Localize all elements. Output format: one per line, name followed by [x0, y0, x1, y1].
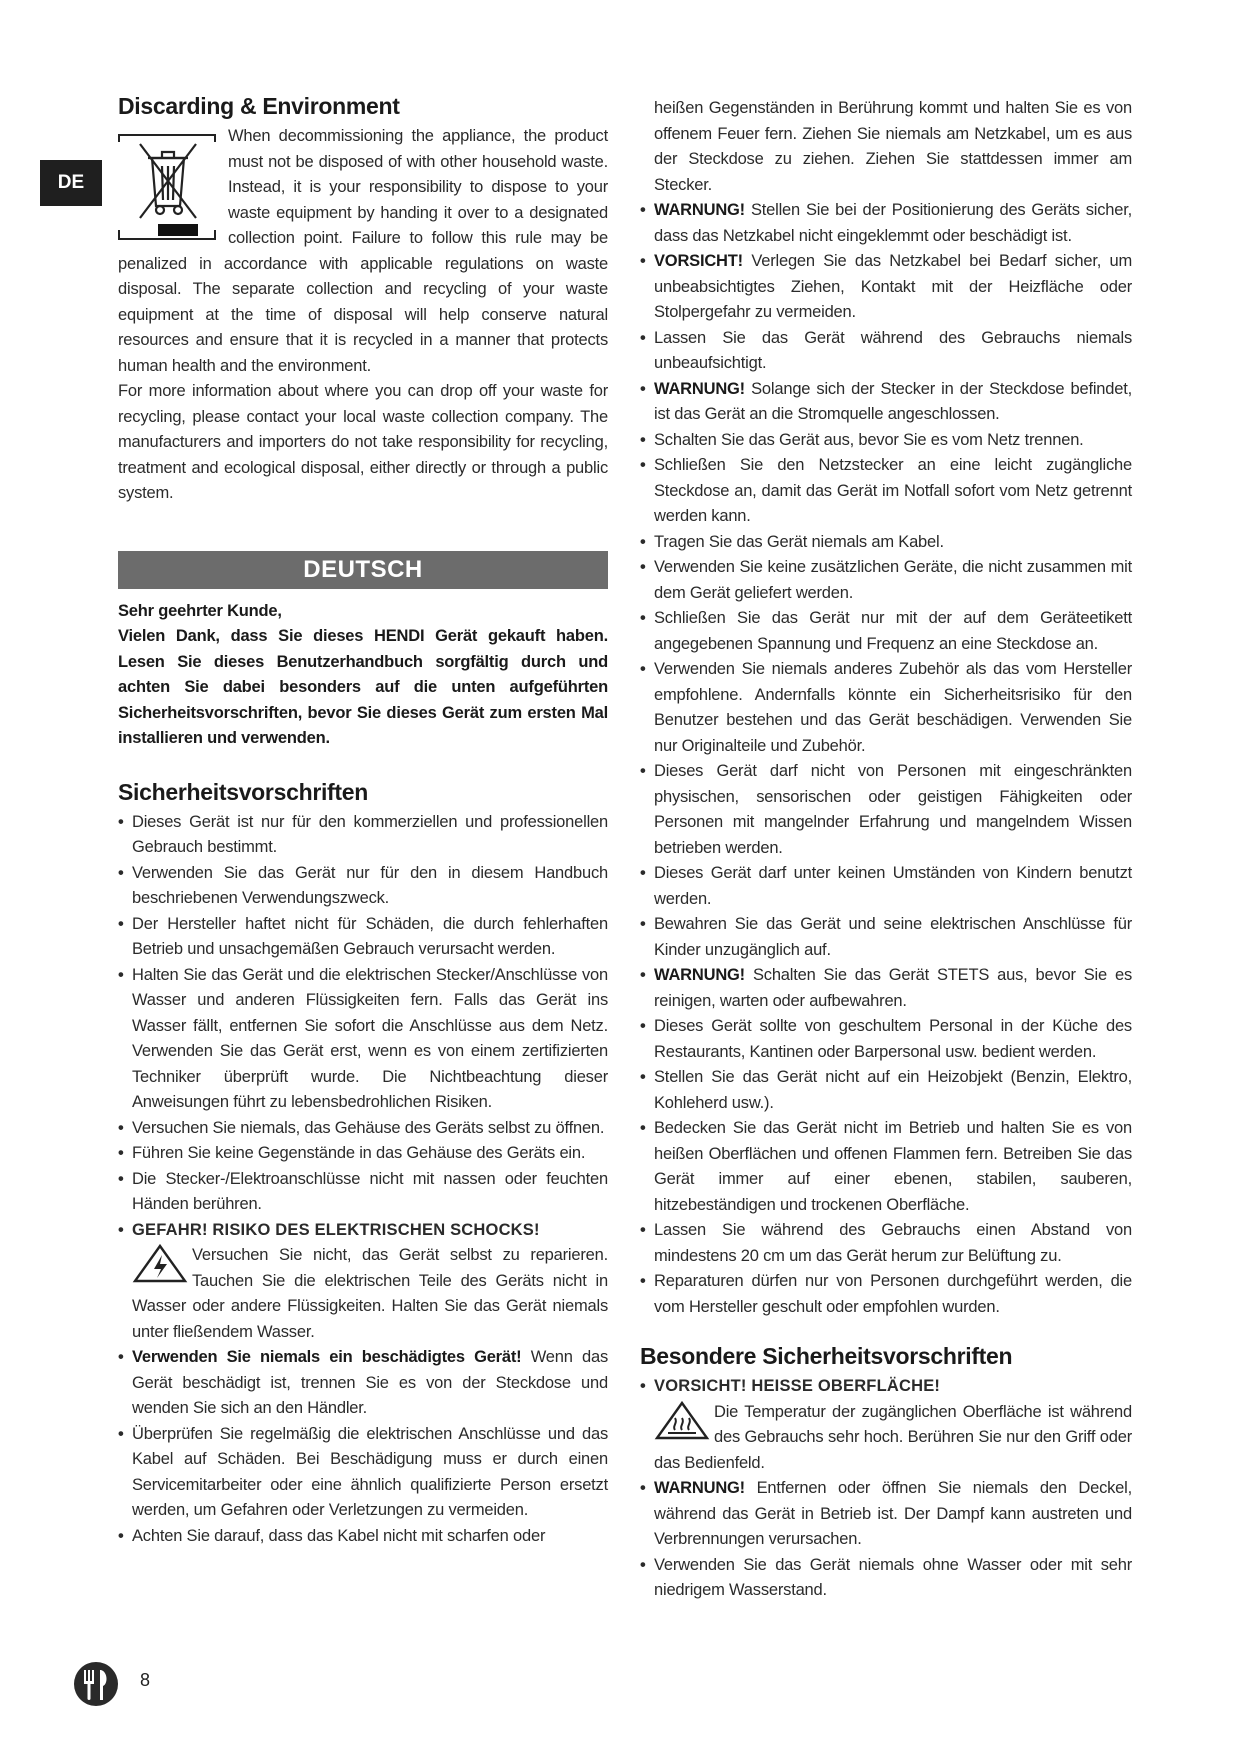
warning-label: WARNUNG! [654, 966, 745, 984]
list-item: • Bedecken Sie das Gerät nicht im Betrieb und halten Sie es von heißen Oberflächen und offenen Flammen fern. Betreiben Sie das Gerät immer auf einer ebenen, stabilen, sauberen, hitzebeständigen und trockenen Oberfläche. [640, 1116, 1132, 1218]
weee-symbol [118, 128, 218, 243]
list-item: • Reparaturen dürfen nur von Personen durchgeführt werden, die vom Hersteller geschult oder empfohlen wurden. [640, 1269, 1132, 1320]
list-item: • Schließen Sie das Gerät nur mit der auf dem Geräteetikett angegebenen Spannung und Frequenz an eine Steckdose an. [640, 606, 1132, 657]
deutsch-banner: DEUTSCH [118, 551, 608, 589]
safety-list [118, 810, 608, 1550]
list-item [640, 377, 1132, 428]
warning-text: Entfernen oder öffnen Sie niemals den Deckel, während das Gerät in Betrieb ist. Der Dampf kann austreten und Verbrennungen verursachen. [654, 1479, 1132, 1548]
list-item: • Lassen Sie das Gerät während des Gebrauchs niemals unbeaufsichtigt. [640, 326, 1132, 377]
list-item: • Versuchen Sie niemals, das Gehäuse des Geräts selbst zu öffnen. [118, 1116, 608, 1142]
intro-block [118, 599, 608, 752]
warning-label: WARNUNG! [654, 1479, 745, 1497]
special-safety-list [640, 1374, 1132, 1604]
warning-text: Schalten Sie das Gerät STETS aus, bevor Sie es reinigen, warten oder aufbewahren. [654, 966, 1132, 1010]
list-item: • Schließen Sie den Netzstecker an eine leicht zugängliche Steckdose an, damit das Gerät im Notfall sofort vom Netz getrennt werden kann. [640, 453, 1132, 530]
list-item [118, 1218, 608, 1346]
list-item: • Überprüfen Sie regelmäßig die elektrischen Anschlüsse und das Kabel auf Schäden. Bei Beschädigung muss er durch einen Servicemitarbeiter oder eine ähnlich qualifizierte Person ersetzt werden, um Gefahren oder Verletzungen zu vermeiden. [118, 1422, 608, 1524]
discarding-paragraph-2: For more information about where you can drop off your waste for recycling, please contact your local waste collection company. The manufacturers and importers do not take responsibility for recycling, treatment and ecological disposal, either directly or through a public system. [118, 382, 608, 502]
hot-surface-label: VORSICHT! HEISSE OBERFLÄCHE! [654, 1377, 941, 1395]
damaged-device-text: Wenn das Gerät beschädigt ist, trennen Sie es von der Steckdose und wenden Sie sich an den Händler. [132, 1348, 608, 1417]
list-item: • Der Hersteller haftet nicht für Schäden, die durch fehlerhaften Betrieb und unsachgemäßen Gebrauch verursacht werden. [118, 912, 608, 963]
list-item: • Dieses Gerät sollte von geschultem Personal in der Küche des Restaurants, Kantinen oder Barpersonal usw. bedient werden. [640, 1014, 1132, 1065]
special-safety-heading: Besondere Sicherheitsvorschriften [640, 1343, 1013, 1369]
list-item: • Halten Sie das Gerät und die elektrischen Stecker/Anschlüsse von Wasser und anderen Flüssigkeiten fern. Falls das Gerät ins Wasser fällt, entfernen Sie sofort die Anschlüsse aus dem Netz. Verwenden Sie das Gerät erst, wenn es von einem zertifizierten Techniker überprüft wurde. Die Nichtbeachtung dieser Anweisungen führt zu lebensbedrohlichen Risiken. [118, 963, 608, 1116]
list-item: • Bewahren Sie das Gerät und seine elektrischen Anschlüsse für Kinder unzugänglich auf. [640, 912, 1132, 963]
caution-label: VORSICHT! [654, 252, 743, 270]
electric-shock-warning-icon [132, 1243, 188, 1283]
continued-text: heißen Gegenständen in Berührung kommt und halten Sie es von offenem Feuer fern. Ziehen Sie niemals am Netzkabel, um es aus der Steckdose zu ziehen. Ziehen Sie stattdessen immer am Stecker. [654, 99, 1132, 194]
list-item: • Verwenden Sie niemals anderes Zubehör als das vom Hersteller empfohlene. Andernfalls könnte ein Sicherheitsrisiko für den Benutzer bestehen und das Gerät beschädigen. Verwenden Sie nur Originalteile und Zubehör. [640, 657, 1132, 759]
list-item [640, 1374, 1132, 1476]
intro-text: Vielen Dank, dass Sie dieses HENDI Gerät gekauft haben. Lesen Sie dieses Benutzerhandbuch sorgfältig durch und achten Sie dabei besonders auf die unten aufgeführten Sicherheitsvorschriften, bevor Sie dieses Gerät zum ersten Mal installieren und verwenden. [118, 627, 608, 747]
cutlery-logo-icon [72, 1660, 120, 1708]
list-item: • Verwenden Sie das Gerät niemals ohne Wasser oder mit sehr niedrigem Wasserstand. [640, 1553, 1132, 1604]
list-item: • Dieses Gerät darf unter keinen Umständen von Kindern benutzt werden. [640, 861, 1132, 912]
list-item: • Die Stecker-/Elektroanschlüsse nicht mit nassen oder feuchten Händen berühren. [118, 1167, 608, 1218]
list-item: • Dieses Gerät ist nur für den kommerziellen und professionellen Gebrauch bestimmt. [118, 810, 608, 861]
left-column [118, 92, 608, 1549]
list-item: • Schalten Sie das Gerät aus, bevor Sie es vom Netz trennen. [640, 428, 1132, 454]
list-item: • Verwenden Sie das Gerät nur für den in diesem Handbuch beschriebenen Verwendungszweck. [118, 861, 608, 912]
list-item [640, 198, 1132, 249]
warning-label: WARNUNG! [654, 379, 745, 398]
danger-text: Versuchen Sie nicht, das Gerät selbst zu reparieren. Tauchen Sie die elektrischen Teile des Geräts nicht in Wasser oder andere Flüssigkeiten. Halten Sie das Gerät niemals unter fließendem Wasser. [132, 1246, 608, 1341]
safety-heading: Sicherheitsvorschriften [118, 778, 369, 805]
list-item: • Verwenden Sie keine zusätzlichen Geräte, die nicht zusammen mit dem Gerät geliefert werden. [640, 555, 1132, 606]
list-item [640, 249, 1132, 326]
caution-text: Verlegen Sie das Netzkabel bei Bedarf sicher, um unbeabsichtigtes Ziehen, Kontakt mit der Heizfläche oder Stolpergefahr zu vermeiden. [654, 252, 1132, 321]
right-column [640, 96, 1132, 1604]
warning-label: WARNUNG! [654, 201, 745, 219]
discarding-heading: Discarding & Environment [118, 93, 400, 119]
list-item: • Dieses Gerät darf nicht von Personen mit eingeschränkten physischen, sensorischen oder geistigen Fähigkeiten oder Personen mit mangelnder Erfahrung und mangelndem Wissen betrieben werden. [640, 759, 1132, 861]
discarding-paragraph-1: When decommissioning the appliance, the product must not be disposed of with other household waste. Instead, it is your responsibility to dispose to your waste equipment by handing it over to a designated collection point. Failure to follow this rule may be penalized in accordance with applicable regulations on waste disposal. The separate collection and recycling of your waste equipment at the time of disposal will help conserve natural resources and ensure that it is recycled in a manner that protects human health and the environment. [118, 127, 608, 375]
warning-text: Stellen Sie bei der Positionierung des Geräts sicher, dass das Netzkabel nicht eingeklemmt oder beschädigt ist. [654, 201, 1132, 245]
hot-surface-warning-icon [654, 1400, 710, 1440]
warning-text: Solange sich der Stecker in der Steckdose befindet, ist das Gerät an die Stromquelle angeschlossen. [654, 379, 1132, 423]
crossed-bin-icon [136, 140, 200, 222]
page-number: 8 [140, 1670, 151, 1690]
greeting: Sehr geehrter Kunde, [118, 601, 282, 620]
list-item [640, 963, 1132, 1014]
list-item: • Stellen Sie das Gerät nicht auf ein Heizobjekt (Benzin, Elektro, Kohleherd usw.). [640, 1065, 1132, 1116]
list-item: • Achten Sie darauf, dass das Kabel nicht mit scharfen oder [118, 1524, 608, 1550]
hot-surface-text: Die Temperatur der zugänglichen Oberfläche ist während des Gebrauchs sehr hoch. Berühren Sie nur den Griff oder das Bedienfeld. [654, 1402, 1132, 1472]
list-item [118, 1345, 608, 1422]
list-item [640, 1476, 1132, 1553]
list-item: • Führen Sie keine Gegenstände in das Gehäuse des Geräts ein. [118, 1141, 608, 1167]
danger-label: GEFAHR! RISIKO DES ELEKTRISCHEN SCHOCKS! [132, 1220, 540, 1239]
list-item: • Lassen Sie während des Gebrauchs einen Abstand von mindestens 20 cm um das Gerät herum zur Belüftung zu. [640, 1218, 1132, 1269]
language-tab: DE [40, 160, 102, 206]
damaged-device-label: Verwenden Sie niemals ein beschädigtes Gerät! [132, 1348, 522, 1366]
safety-list-continued [640, 198, 1132, 1320]
list-item: • Tragen Sie das Gerät niemals am Kabel. [640, 530, 1132, 556]
